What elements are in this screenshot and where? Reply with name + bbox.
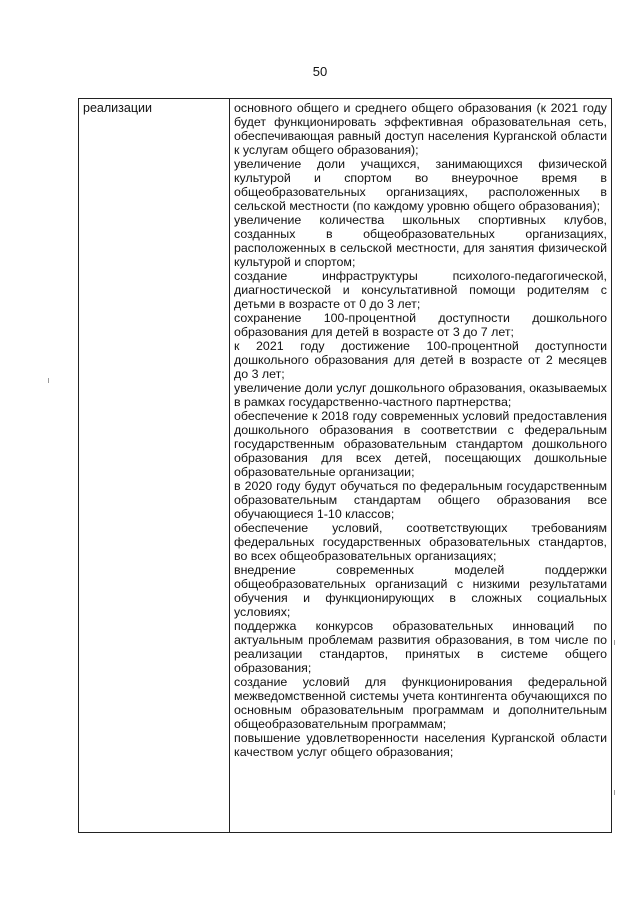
table-right-cell [230,99,611,832]
table-item: обеспечение условий, соответствующих требованиям федеральных государственных образовательных стандартов, во всех общеобразовательных организациях; [234,521,607,563]
table-item: увеличение доли услуг дошкольного образования, оказываемых в рамках государственно-частного партнерства; [234,381,607,409]
table-item: увеличение количества школьных спортивных клубов, созданных в общеобразовательных организациях, расположенных в сельской местности, для занятия физической культурой и спортом; [234,213,607,269]
table-item: поддержка конкурсов образовательных инноваций по актуальным проблемам развития образования, в том числе по реализации стандартов, принятых в системе общего образования; [234,619,607,675]
table-item: увеличение доли учащихся, занимающихся физической культурой и спортом во внеурочное время в общеобразовательных организациях, расположенных в сельской местности (по каждому уровню общего образования); [234,157,607,213]
scan-mark [614,640,615,645]
content-table [78,98,612,833]
table-item: создание инфраструктуры психолого-педагогической, диагностической и консультативной помощи родителям с детьми в возрасте от 0 до 3 лет; [234,269,607,311]
table-item: создание условий для функционирования федеральной межведомственной системы учета контингента обучающихся по основным образовательным программам и дополнительным общеобразовательным программам; [234,675,607,731]
scan-mark [48,378,49,383]
table-item: основного общего и среднего общего образования (к 2021 году будет функционировать эффективная образовательная сеть, обеспечивающая равный доступ населения Курганской области к услугам общего образования); [234,101,607,157]
table-item: сохранение 100-процентной доступности дошкольного образования для детей в возрасте от 3 до 7 лет; [234,311,607,339]
page-number: 50 [312,64,328,79]
table-left-cell: реализации [79,99,230,832]
table-item: к 2021 году достижение 100-процентной доступности дошкольного образования для детей в возрасте от 2 месяцев до 3 лет; [234,339,607,381]
table-item: внедрение современных моделей поддержки общеобразовательных организаций с низкими результатами обучения и функционирующих в сложных социальных условиях; [234,563,607,619]
scan-mark [614,790,615,795]
table-item: в 2020 году будут обучаться по федеральным государственным образовательным стандартам общего образования все обучающиеся 1-10 классов; [234,479,607,521]
table-item: обеспечение к 2018 году современных условий предоставления дошкольного образования в соответствии с федеральным государственным образовательным стандартом дошкольного образования для всех детей, посещающих дошкольные образовательные организации; [234,409,607,479]
table-item: повышение удовлетворенности населения Курганской области качеством услуг общего образования; [234,731,607,759]
